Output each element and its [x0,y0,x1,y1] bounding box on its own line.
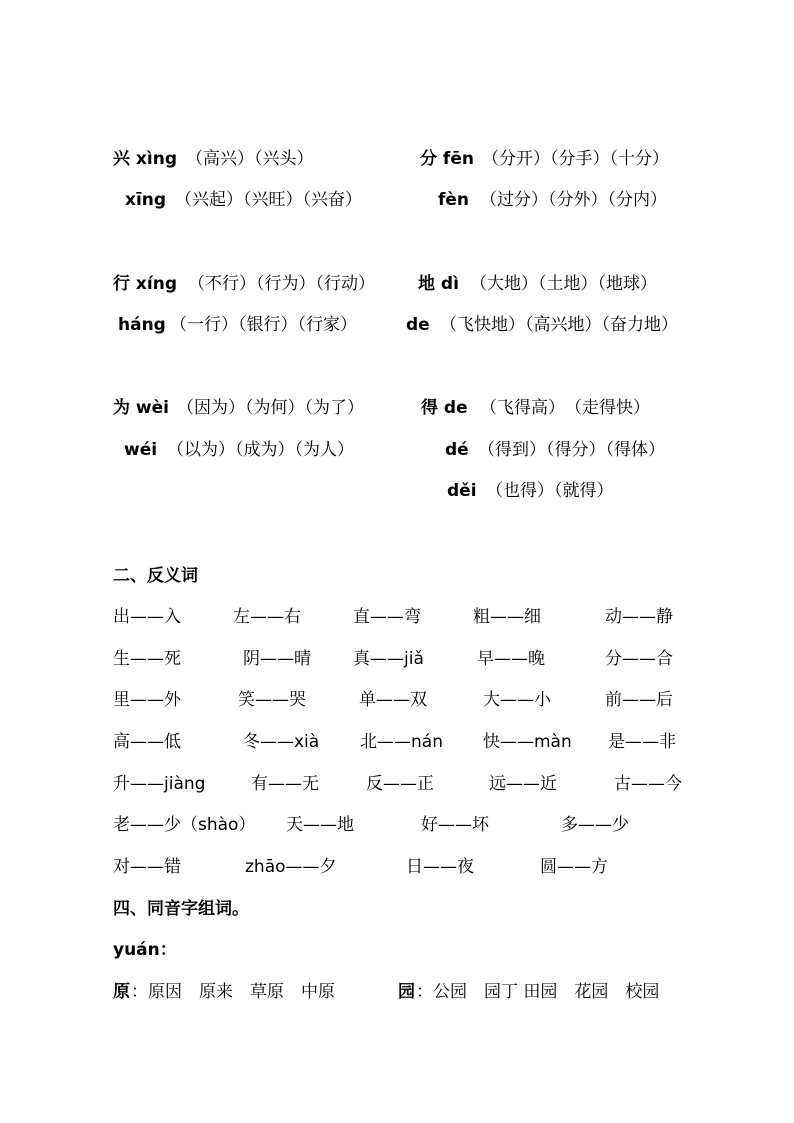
antonym-pair: 远——近 [489,774,557,794]
antonym-pair: 北——nán [360,732,443,752]
antonym-pair: 日——夜 [406,857,474,877]
poly-de3-pinyin: děi [447,481,477,501]
antonym-pair: 快——màn [483,732,572,752]
homophone-char-yuan1: 原 [113,982,130,1002]
poly-di2-words: （飞快地）（高兴地）（奋力地） [440,315,678,335]
antonym-pair: 天——地 [286,815,354,835]
antonym-pair: 有——无 [251,774,319,794]
antonym-pair: 冬——xià [243,732,320,752]
antonym-pair: 大——小 [483,690,551,710]
poly-xing2-pinyin: xīng [125,190,167,210]
antonym-pair: 直——弯 [353,607,421,627]
antonym-pair: 多——少 [561,815,629,835]
poly-de-words: （飞得高） （走得快） [480,398,650,418]
poly-xing2-words: （兴起）（兴旺）（兴奋） [175,190,362,210]
homophones-pinyin: yuán： [113,940,177,960]
antonym-pair: 古——今 [614,774,682,794]
antonym-pair: 好——坏 [421,815,489,835]
antonym-pair: 前——后 [605,690,673,710]
antonym-pair: 对——错 [113,857,181,877]
poly-wei-head: 为 wèi [113,398,169,418]
antonym-pair: 升——jiàng [113,774,206,794]
antonym-pair: 圆——方 [540,857,608,877]
poly-hang2-words: （一行）（银行）（行家） [170,315,357,335]
antonym-pair: 真——jiǎ [353,649,424,669]
poly-di2-pinyin: de [406,315,430,335]
poly-fen2-pinyin: fèn [438,190,470,210]
antonym-pair: 反——正 [366,774,434,794]
homophone-words-yuan2: ：公园 园丁 田园 花园 校园 [416,982,660,1002]
antonym-pair: 高——低 [113,732,181,752]
poly-hang2-pinyin: háng [118,315,166,335]
poly-xing-words: （高兴）（兴头） [186,149,314,169]
poly-fen-head: 分 fēn [420,149,474,169]
antonyms-heading: 二、反义词 [113,566,198,586]
poly-wei2-pinyin: wéi [124,440,158,460]
antonym-pair: 里——外 [113,690,181,710]
poly-de-head: 得 de [421,398,468,418]
antonym-pair: 早——晚 [477,649,545,669]
poly-wei-words: （因为）（为何）（为了） [177,398,364,418]
antonym-pair: 老——少（shào） [113,815,256,835]
antonym-pair: 阴——晴 [243,649,311,669]
homophone-char-yuan2: 园 [398,982,415,1002]
homophones-heading: 四、同音字组词。 [113,899,249,919]
antonym-pair: 左——右 [233,607,301,627]
antonym-pair: 单——双 [359,690,427,710]
poly-hang-head: 行 xíng [113,274,177,294]
poly-fen2-words: （过分）（分外）（分内） [480,190,667,210]
poly-fen-words: （分开）（分手）（十分） [482,149,669,169]
antonym-pair: 粗——细 [473,607,541,627]
poly-de2-words: （得到）（得分）（得体） [478,440,665,460]
poly-wei2-words: （以为）（成为）（为人） [167,440,354,460]
homophone-words-yuan1: ：原因 原来 草原 中原 [131,982,335,1002]
antonym-pair: 分——合 [605,649,673,669]
poly-xing-head: 兴 xìng [113,149,177,169]
poly-de3-words: （也得）（就得） [486,481,614,501]
antonym-pair: 生——死 [113,649,181,669]
antonym-pair: 是——非 [608,732,676,752]
antonym-pair: 笑——哭 [238,690,306,710]
poly-di-words: （大地）（土地）（地球） [470,274,657,294]
poly-di-head: 地 dì [418,274,459,294]
antonym-pair: 出——入 [113,607,181,627]
antonym-pair: zhāo——夕 [245,857,337,877]
poly-de2-pinyin: dé [445,440,469,460]
poly-hang-words: （不行）（行为）（行动） [188,274,375,294]
antonym-pair: 动——静 [605,607,673,627]
